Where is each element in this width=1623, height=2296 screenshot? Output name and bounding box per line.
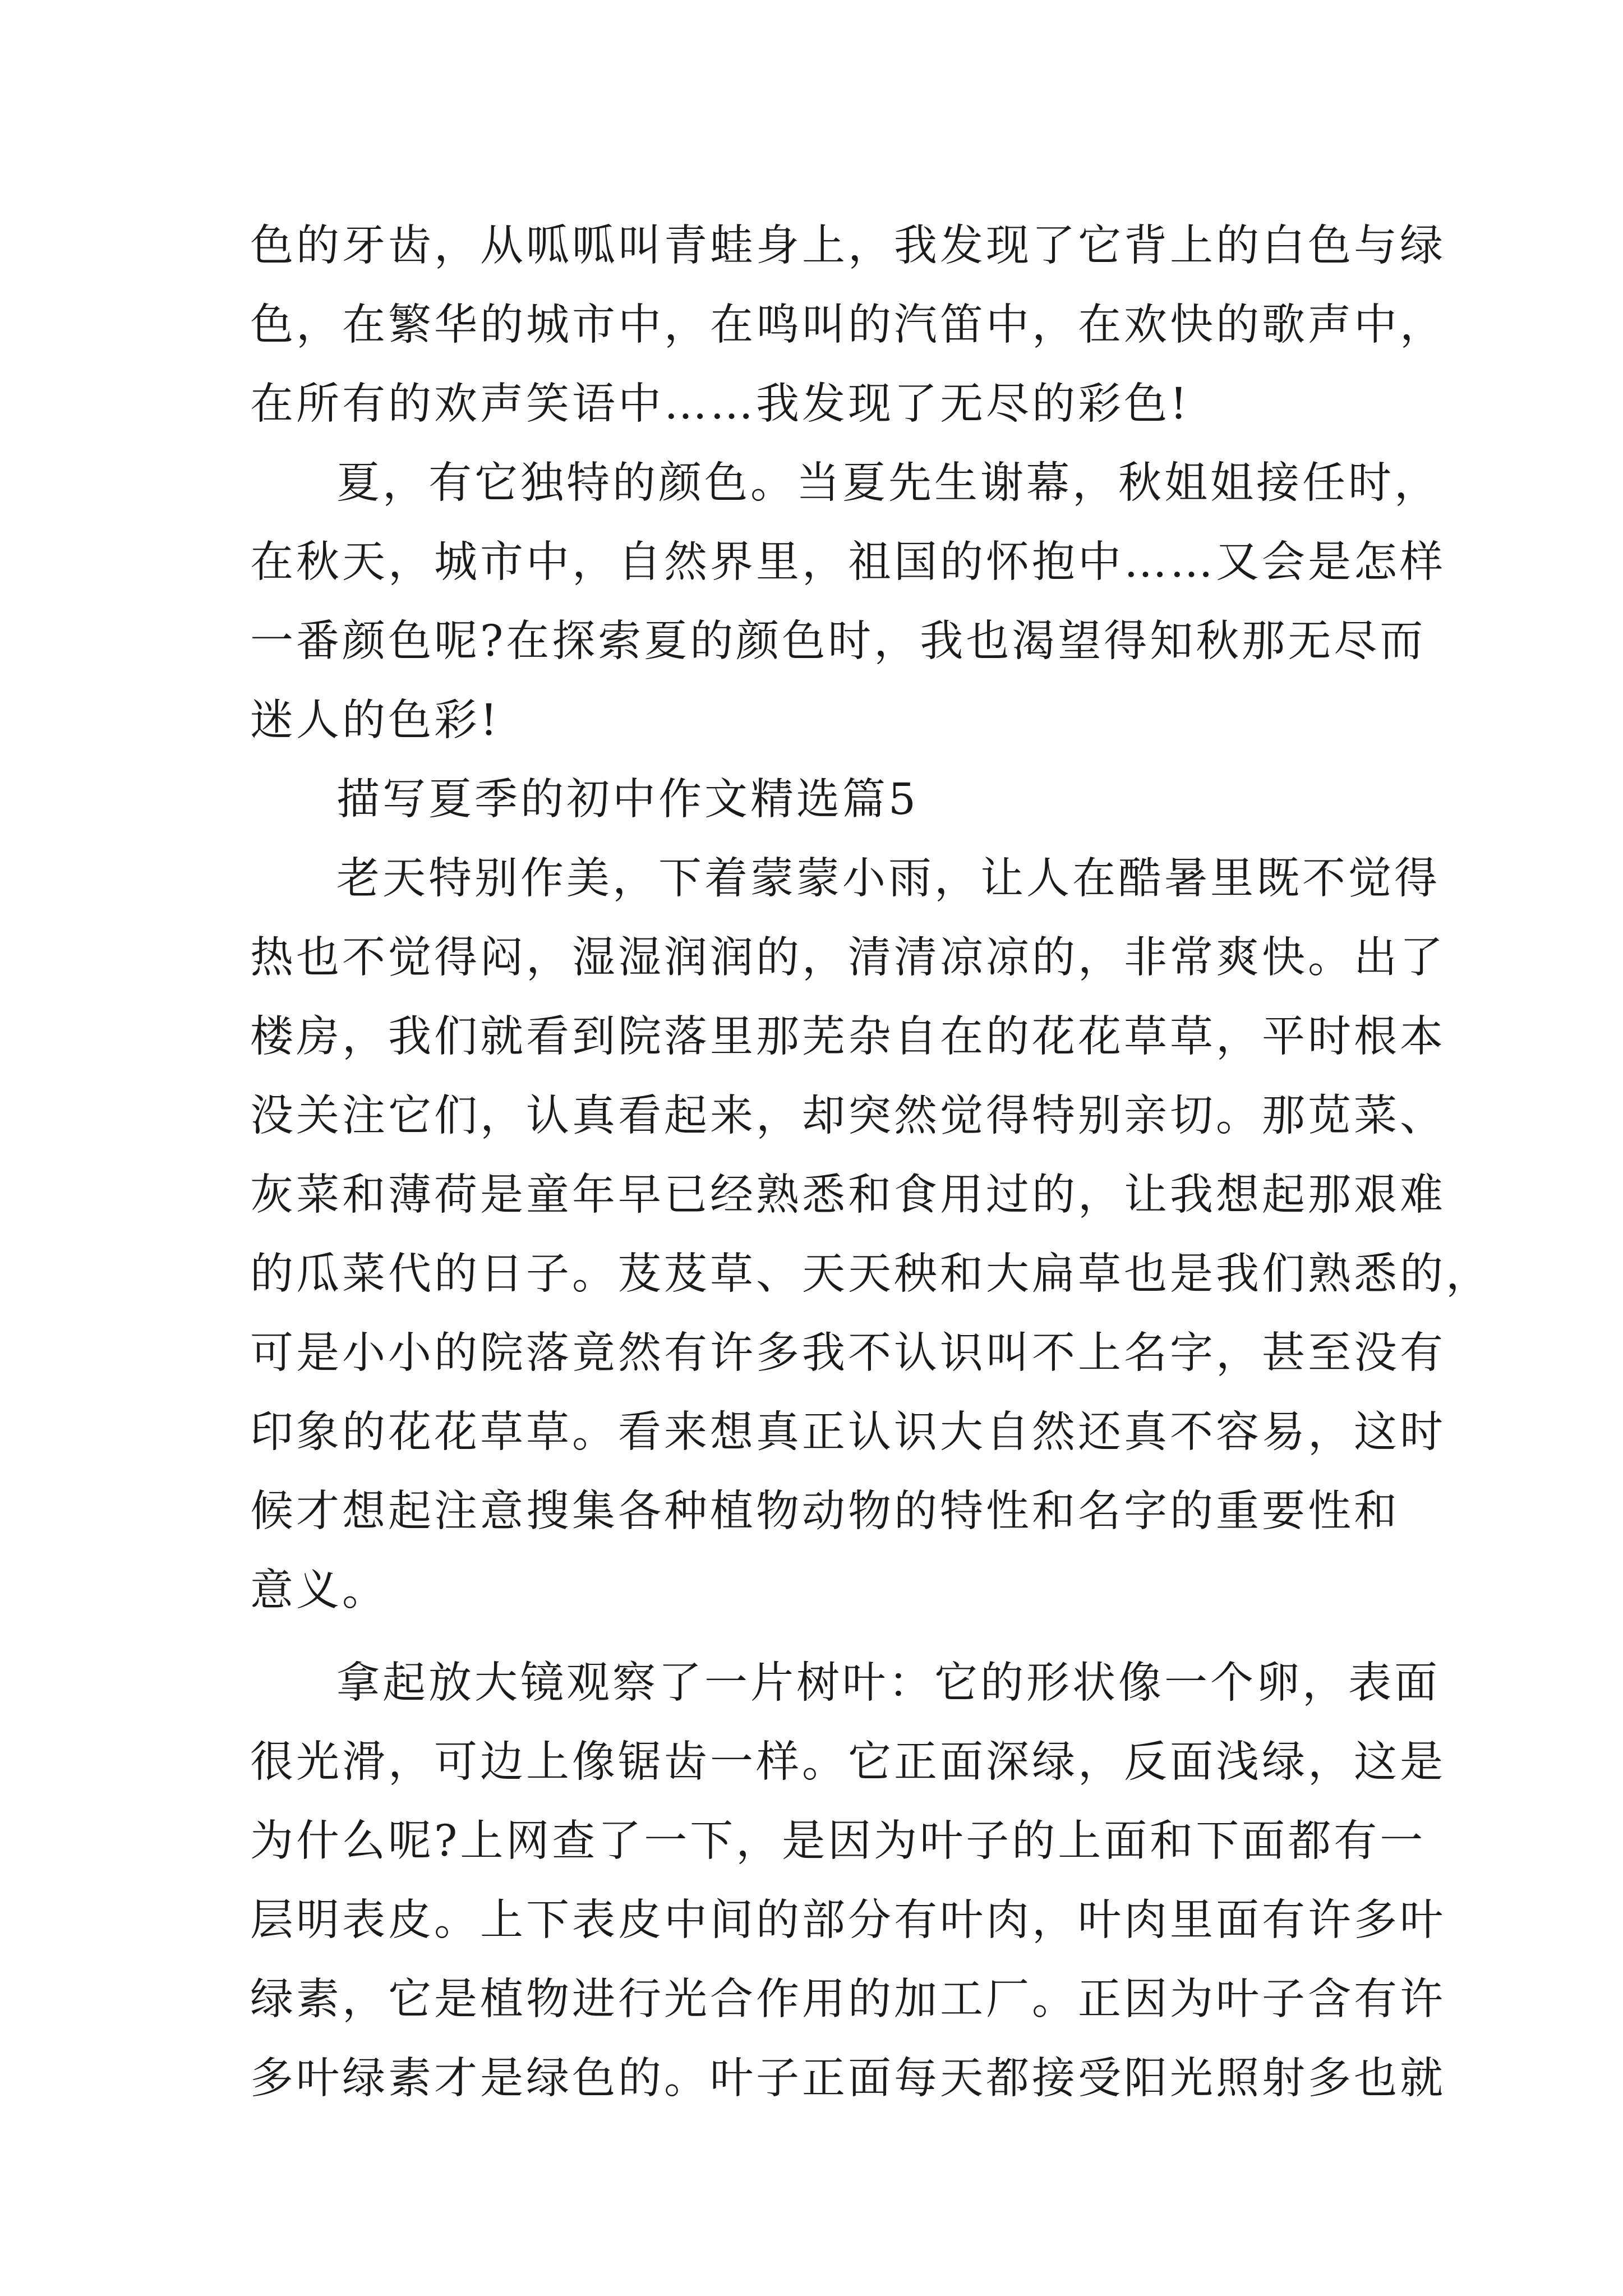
text-line: 迷人的色彩! <box>250 696 500 746</box>
paragraph-start-line: 夏，有它独特的颜色。当夏先生谢幕，秋姐姐接任时， <box>336 458 1440 508</box>
paragraph-gap <box>250 1630 1394 1644</box>
text-line: 层明表皮。上下表皮中间的部分有叶肉，叶肉里面有许多叶 <box>250 1895 1446 1945</box>
text-line: 色的牙齿，从呱呱叫青蛙身上，我发现了它背上的白色与绿 <box>250 221 1446 271</box>
text-line: 没关注它们，认真看起来，却突然觉得特别亲切。那苋菜、 <box>250 1091 1446 1141</box>
paragraph-start-line: 老天特别作美，下着蒙蒙小雨，让人在酷暑里既不觉得 <box>336 854 1440 904</box>
text-line: 很光滑，可边上像锯齿一样。它正面深绿，反面浅绿，这是 <box>250 1737 1446 1787</box>
text-line: 在秋天，城市中，自然界里，祖国的怀抱中……又会是怎样 <box>250 537 1446 587</box>
text-line: 多叶绿素才是绿色的。叶子正面每天都接受阳光照射多也就 <box>250 2054 1446 2104</box>
text-line: 为什么呢?上网查了一下，是因为叶子的上面和下面都有一 <box>250 1816 1426 1866</box>
text-line: 色，在繁华的城市中，在鸣叫的汽笛中，在欢快的歌声中， <box>250 300 1446 350</box>
text-line: 意义。 <box>250 1566 388 1616</box>
text-line: 绿素，它是植物进行光合作用的加工厂。正因为叶子含有许 <box>250 1975 1446 2024</box>
text-line: 楼房，我们就看到院落里那芜杂自在的花花草草，平时根本 <box>250 1012 1446 1062</box>
text-line: 一番颜色呢?在探索夏的颜色时，我也渴望得知秋那无尽而 <box>250 616 1426 666</box>
text-line: 印象的花花草草。看来想真正认识大自然还真不容易，这时 <box>250 1407 1446 1457</box>
section-heading: 描写夏季的初中作文精选篇5 <box>336 775 919 825</box>
document-body <box>250 206 1492 2118</box>
text-line: 在所有的欢声笑语中……我发现了无尽的彩色! <box>250 379 1190 429</box>
text-line: 可是小小的院落竟然有许多我不认识叫不上名字，甚至没有 <box>250 1328 1446 1378</box>
text-line: 的瓜菜代的日子。芨芨草、天天秧和大扁草也是我们熟悉的， <box>250 1249 1492 1299</box>
paragraph-start-line: 拿起放大镜观察了一片树叶：它的形状像一个卵，表面 <box>336 1658 1440 1708</box>
text-line: 灰菜和薄荷是童年早已经熟悉和食用过的，让我想起那艰难 <box>250 1170 1446 1220</box>
text-line: 候才想起注意搜集各种植物动物的特性和名字的重要性和 <box>250 1487 1400 1536</box>
text-line: 热也不觉得闷，湿湿润润的，清清凉凉的，非常爽快。出了 <box>250 933 1446 983</box>
